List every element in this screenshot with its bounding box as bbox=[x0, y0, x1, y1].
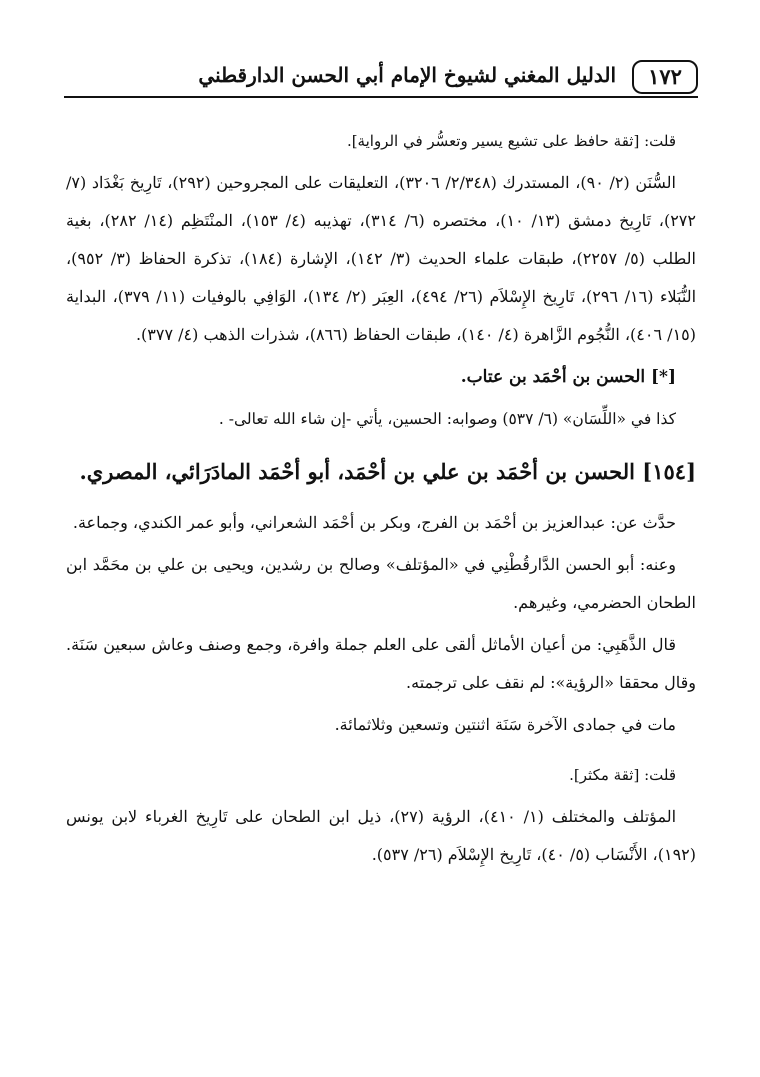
header-rule bbox=[64, 96, 698, 98]
cross-reference-note: كذا في «اللِّسَان» (٦/ ٥٣٧) وصوابه: الحسين، يأتي -إن شاء الله تعالى- . bbox=[218, 410, 676, 428]
running-title: الدليل المغني لشيوخ الإمام أبي الحسن الدارقطني bbox=[198, 63, 616, 87]
page-header bbox=[64, 56, 698, 98]
entry-heading: [١٥٤] الحسن بن أحْمَد بن علي بن أحْمَد، أبو أحْمَد المادَرَائي، المصري. bbox=[79, 459, 696, 484]
cross-reference-heading: [*] الحسن بن أحْمَد بن عتاب. bbox=[460, 367, 676, 387]
verdict-line: قلت: [ثقة حافظ على تشيع يسير وتعسُّر في الرواية]. bbox=[346, 132, 676, 150]
sources-list: السُّنَن (٢/ ٩٠)، المستدرك (٢/٣٤٨/ ٣٢٠٦)، التعليقات على المجروحين (٢٩٢)، تَارِيخ بَغْدَاد (٧/ ٢٧٢)، تَارِيخ دمشق (١٣/ ١٠)، مختصره (٦/ ٣١٤)، تهذيبه (٤/ ١٥٣)، المنْتَظِم (١٤/ ٢٨٢)، بغية الطلب (٥/ ٢٢٥٧)، طبقات علماء الحديث (٣/ ١٤٢)، الإشارة (١٨٤)، تذكرة الحفاظ (٣/ ٩٥٢)، النُّبَلاء (١٦/ ٢٩٦)، تَارِيخ الإِسْلاَم (٢٦/ ٤٩٤)، العِبَر (٢/ ١٣٤)، الوَافِي بالوفيات (١١/ ٣٧٩)، البداية (١٥/ ٤٠٦)، النُّجُوم الزَّاهرة (٤/ ١٤٠)، طبقات الحفاظ (٨٦٦)، شذرات الذهب (٤/ ٣٧٧). bbox=[66, 173, 697, 344]
verdict-line-2: قلت: [ثقة مكثر]. bbox=[569, 766, 676, 784]
page-body bbox=[66, 122, 696, 1037]
page-number: ١٧٢ bbox=[632, 60, 698, 94]
students-paragraph: وعنه: أبو الحسن الدَّارقُطْنِي في «المؤتلف» وصالح بن رشدين، ويحيى بن علي بن محَمَّد ابن الطحان الحضرمي، وغيرهم. bbox=[66, 555, 696, 612]
sources-list-2: المؤتلف والمختلف (١/ ٤١٠)، الرؤية (٢٧)، ذيل ابن الطحان على تَارِيخ الغرباء لابن يونس (١٩٢)، الأَنْسَاب (٥/ ٤٠)، تَارِيخ الإِسْلاَم (٢٦/ ٥٣٧). bbox=[66, 807, 696, 864]
dhahabi-quote: قال الذَّهَبِي: من أعيان الأماثل ألقى على العلم جملة وافرة، وجمع وصنف وعاش سبعين سَنَة. وقال محققا «الرؤية»: لم نقف على ترجمته. bbox=[66, 635, 696, 692]
teachers-paragraph: حدَّث عن: عبدالعزيز بن أحْمَد بن الفرج، وبكر بن أحْمَد الشعراني، وأبو عمر الكندي، وجماعة. bbox=[72, 513, 676, 532]
death-line: مات في جمادى الآخرة سَنَة اثنتين وتسعين وثلاثمائة. bbox=[334, 715, 676, 734]
